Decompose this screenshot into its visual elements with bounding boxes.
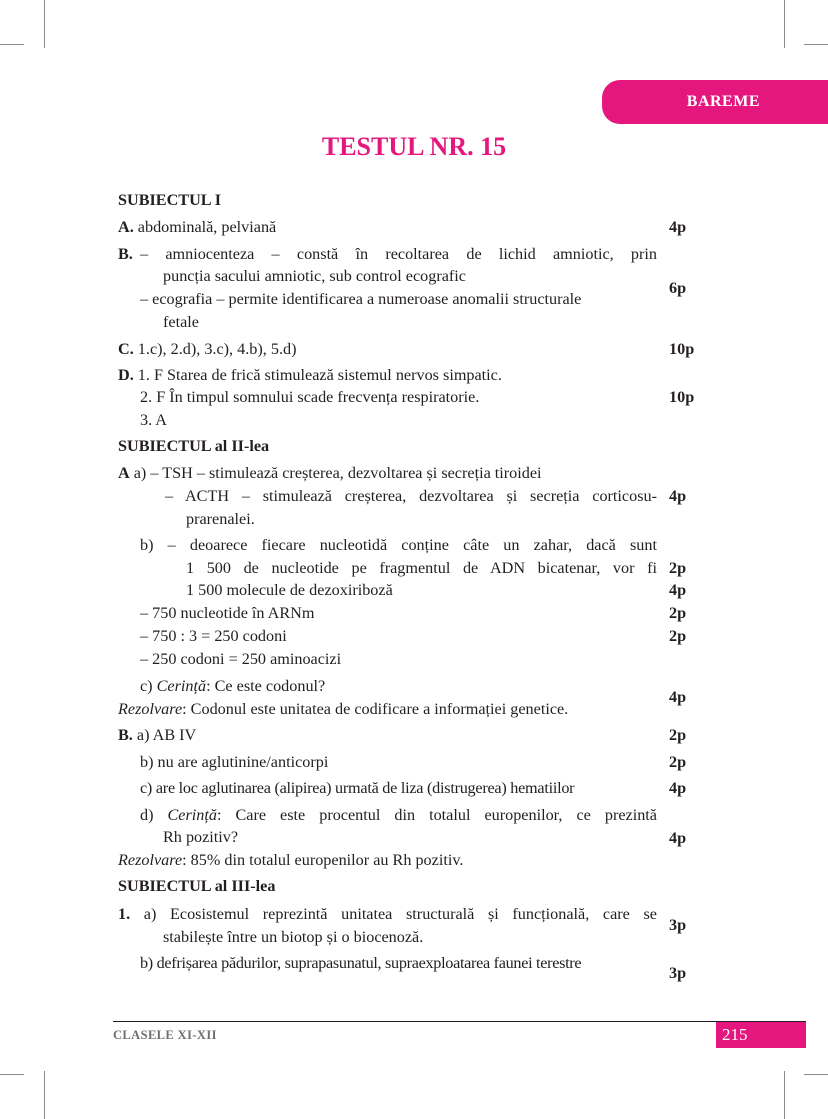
section-heading: SUBIECTUL al III-lea [118,877,276,895]
answer-text: 1. F Starea de frică stimulează sistemul nervos simpatic. [133,366,502,384]
points: 10p [669,388,695,406]
answer-line: b) defrișarea pădurilor, suprapasunatul, supraexploatarea faunei terestre [140,954,582,972]
footer-series-label: CLASELE XI-XII [113,1028,217,1042]
answer-line: – 750 : 3 = 250 codoni [140,627,287,645]
answer-line: Rh pozitiv? [163,828,239,846]
answer-line [118,339,296,359]
item-label: B. [118,726,133,744]
section-tab [602,80,828,124]
points: 4p [669,829,687,847]
points: 2p [669,604,687,622]
item-label: C. [118,340,134,358]
page-number-box [716,1022,806,1048]
answer-text: : Care este procentul din totalul europenilor, ce prezintă [216,806,657,824]
answer-line [118,725,196,745]
answer-text: Cerință [167,806,217,824]
crop-mark [804,44,828,45]
points: 3p [669,916,687,934]
answer-line: fetale [163,313,199,331]
crop-mark [0,1074,24,1075]
points: 4p [669,581,687,599]
answer-line: 1 500 molecule de dezoxiriboză [186,581,393,599]
answer-line: b) – deoarece fiecare nucleotidă conține câte un zahar, dacă sunt [140,536,657,554]
item-label: A. [118,218,134,236]
answer-text: a) Ecosistemul reprezintă unitatea structurală și funcțională, care se [130,905,657,923]
points: 4p [669,487,687,505]
answer-text: : Ce este codonul? [206,677,326,695]
points: 2p [669,726,687,744]
item-label: B. [118,245,133,263]
section-tab-label: BAREME [686,93,760,110]
crop-mark [44,1071,45,1119]
answer-line [118,699,568,719]
crop-mark [804,1074,828,1075]
answer-text: : Codonul este unitatea de codificare a informației genetice. [182,700,569,718]
points: 4p [669,218,687,236]
answer-line [118,904,657,924]
points: 10p [669,340,695,358]
answer-line: 3. A [140,411,167,429]
answer-text: d) [140,806,168,824]
crop-mark [784,0,785,48]
answer-line: stabilește între un biotop și o biocenoză. [163,928,424,946]
answer-line: b) nu are aglutinine/anticorpi [140,753,329,771]
answer-line: 1 500 de nucleotide pe fragmentul de ADN bicatenar, vor fi [186,559,657,577]
item-label: A [118,464,130,482]
answer-line: prarenalei. [186,510,255,528]
answer-text: Rezolvare [118,851,183,869]
points: 2p [669,753,687,771]
answer-text: Cerință [156,677,207,695]
points: 2p [669,559,687,577]
answer-line: puncția sacului amniotic, sub control ecografic [163,267,466,285]
answer-line [140,676,325,696]
crop-mark [0,44,24,45]
answer-text: 1.c), 2.d), 3.c), 4.b), 5.d) [133,340,297,358]
crop-mark [784,1071,785,1119]
points: 6p [669,279,687,297]
answer-line: – ecografia – permite identificarea a numeroase anomalii structurale [140,290,582,308]
section-heading: SUBIECTUL I [118,191,222,209]
points: 2p [669,627,687,645]
answer-line: c) are loc aglutinarea (alipirea) urmată de liza (distrugerea) hematiilor [140,779,575,797]
page-title: TESTUL NR. 15 [321,132,507,161]
answer-text: abdominală, pelviană [133,218,277,236]
answer-text: a) AB IV [132,726,197,744]
section-heading: SUBIECTUL al II-lea [118,437,270,455]
footer-divider [113,1021,806,1022]
answer-line [118,463,542,483]
answer-line [140,805,657,825]
item-label: 1. [118,905,131,923]
item-label: D. [118,366,134,384]
page-number: 215 [722,1025,748,1044]
points: 3p [669,964,687,982]
points: 4p [669,779,687,797]
answer-line: 2. F În timpul somnului scade frecvența respiratorie. [140,388,480,406]
points: 4p [669,688,687,706]
answer-text: a) – TSH – stimulează creșterea, dezvoltarea și secreția tiroidei [129,464,542,482]
answer-line: – amniocenteza – constă în recoltarea de lichid amniotic, prin [140,245,657,263]
answer-line: – 750 nucleotide în ARNm [140,604,315,622]
answer-line: – 250 codoni = 250 aminoacizi [140,650,342,668]
answer-line [118,365,502,385]
answer-line [118,217,276,237]
answer-text: Rezolvare [118,700,183,718]
answer-text: : 85% din totalul europenilor au Rh pozitiv. [182,851,464,869]
answer-line: – ACTH – stimulează creșterea, dezvoltarea și secreția corticosu- [165,487,657,505]
answer-text: c) [140,677,157,695]
answer-line [118,850,463,870]
crop-mark [44,0,45,48]
